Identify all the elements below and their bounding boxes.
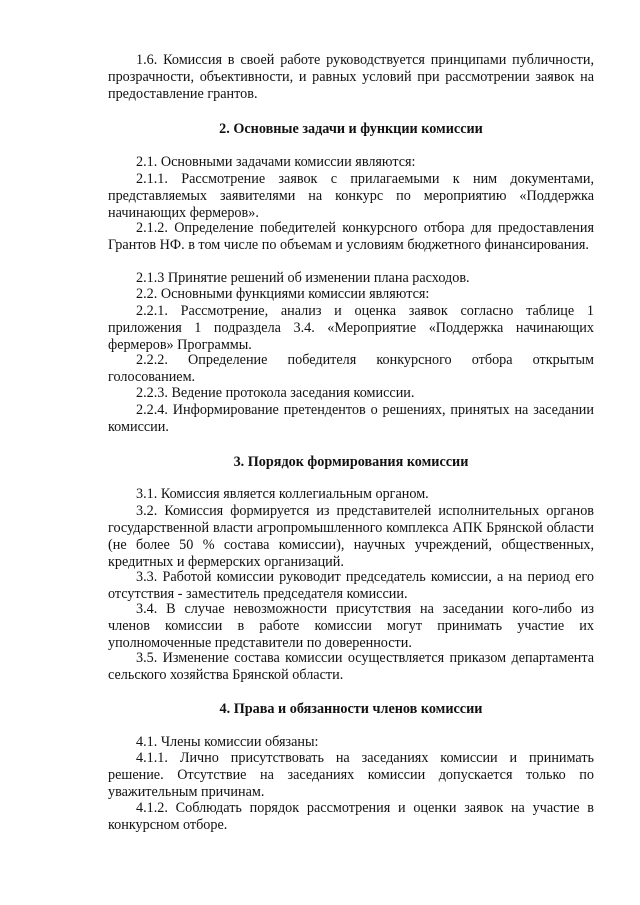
paragraph-2-2-2 (108, 352, 594, 386)
paragraph-2-2-text: 2.2. Основными функциями комиссии являются: (136, 286, 430, 302)
paragraph-3-3-text: 3.3. Работой комиссии руководит председатель комиссии, а на период его отсутствия - заместитель председателя комиссии. (108, 569, 594, 602)
paragraph-2-2 (108, 286, 594, 303)
paragraph-2-1-3 (108, 270, 594, 287)
paragraph-3-4-text: 3.4. В случае невозможности присутствия на заседании кого-либо из членов комиссии в работе комиссии могут принимать участие их уполномоченные представители по доверенности. (108, 601, 594, 651)
paragraph-2-2-4 (108, 402, 594, 436)
paragraph-2-2-3-text: 2.2.3. Ведение протокола заседания комиссии. (136, 385, 415, 401)
section-3-heading: 3. Порядок формирования комиссии (233, 454, 469, 470)
paragraph-2-1-2 (108, 220, 594, 254)
paragraph-2-1-1 (108, 171, 594, 222)
paragraph-2-2-4-text: 2.2.4. Информирование претендентов о решениях, принятых на заседании комиссии. (108, 402, 594, 435)
paragraph-4-1-2 (108, 800, 594, 834)
paragraph-2-2-2-text: 2.2.2. Определение победителя конкурсного отбора открытым голосованием. (108, 352, 594, 385)
paragraph-2-1 (108, 154, 594, 171)
paragraph-2-1-2-text: 2.1.2. Определение победителей конкурсного отбора для предоставления Грантов НФ. в том числе по объемам и условиям бюджетного финансирования. (108, 220, 594, 253)
paragraph-3-2 (108, 503, 594, 571)
paragraph-3-5 (108, 650, 594, 684)
paragraph-4-1-text: 4.1. Члены комиссии обязаны: (136, 734, 319, 750)
paragraph-3-1 (108, 486, 594, 503)
section-2-heading: 2. Основные задачи и функции комиссии (219, 121, 483, 137)
paragraph-2-1-text: 2.1. Основными задачами комиссии являются: (136, 154, 416, 170)
paragraph-4-1-2-text: 4.1.2. Соблюдать порядок рассмотрения и оценки заявок на участие в конкурсном отборе. (108, 800, 594, 833)
paragraph-3-5-text: 3.5. Изменение состава комиссии осуществляется приказом департамента сельского хозяйства Брянской области. (108, 650, 594, 683)
paragraph-1-6-text: 1.6. Комиссия в своей работе руководствуется принципами публичности, прозрачности, объективности, и равных условий при рассмотрении заявок на предоставление грантов. (108, 52, 594, 102)
paragraph-2-1-3-text: 2.1.3 Принятие решений об изменении плана расходов. (136, 270, 470, 286)
paragraph-2-2-3 (108, 385, 594, 402)
paragraph-3-1-text: 3.1. Комиссия является коллегиальным органом. (136, 486, 429, 502)
paragraph-4-1-1-text: 4.1.1. Лично присутствовать на заседаниях комиссии и принимать решение. Отсутствие на заседаниях комиссии допускается только по уважительным причинам. (108, 750, 594, 800)
paragraph-4-1-1 (108, 750, 594, 801)
paragraph-3-3 (108, 569, 594, 603)
paragraph-2-2-1 (108, 303, 594, 354)
paragraph-2-1-1-text: 2.1.1. Рассмотрение заявок с прилагаемыми к ним документами, представляемых заявителями на конкурс по мероприятию «Поддержка начинающих фермеров». (108, 171, 594, 221)
paragraph-2-2-1-text: 2.2.1. Рассмотрение, анализ и оценка заявок согласно таблице 1 приложения 1 подраздела 3.4. «Мероприятие «Поддержка начинающих фермеров» Программы. (108, 303, 594, 353)
paragraph-4-1 (108, 734, 594, 751)
paragraph-3-2-text: 3.2. Комиссия формируется из представителей исполнительных органов государственной власти агропромышленного комплекса АПК Брянской области (не более 50 % состава комиссии), научных учреждений, общественных, кредитных и фермерских организаций. (108, 503, 594, 570)
paragraph-3-4 (108, 601, 594, 652)
section-4-heading: 4. Права и обязанности членов комиссии (219, 701, 483, 717)
paragraph-1-6 (108, 52, 594, 103)
